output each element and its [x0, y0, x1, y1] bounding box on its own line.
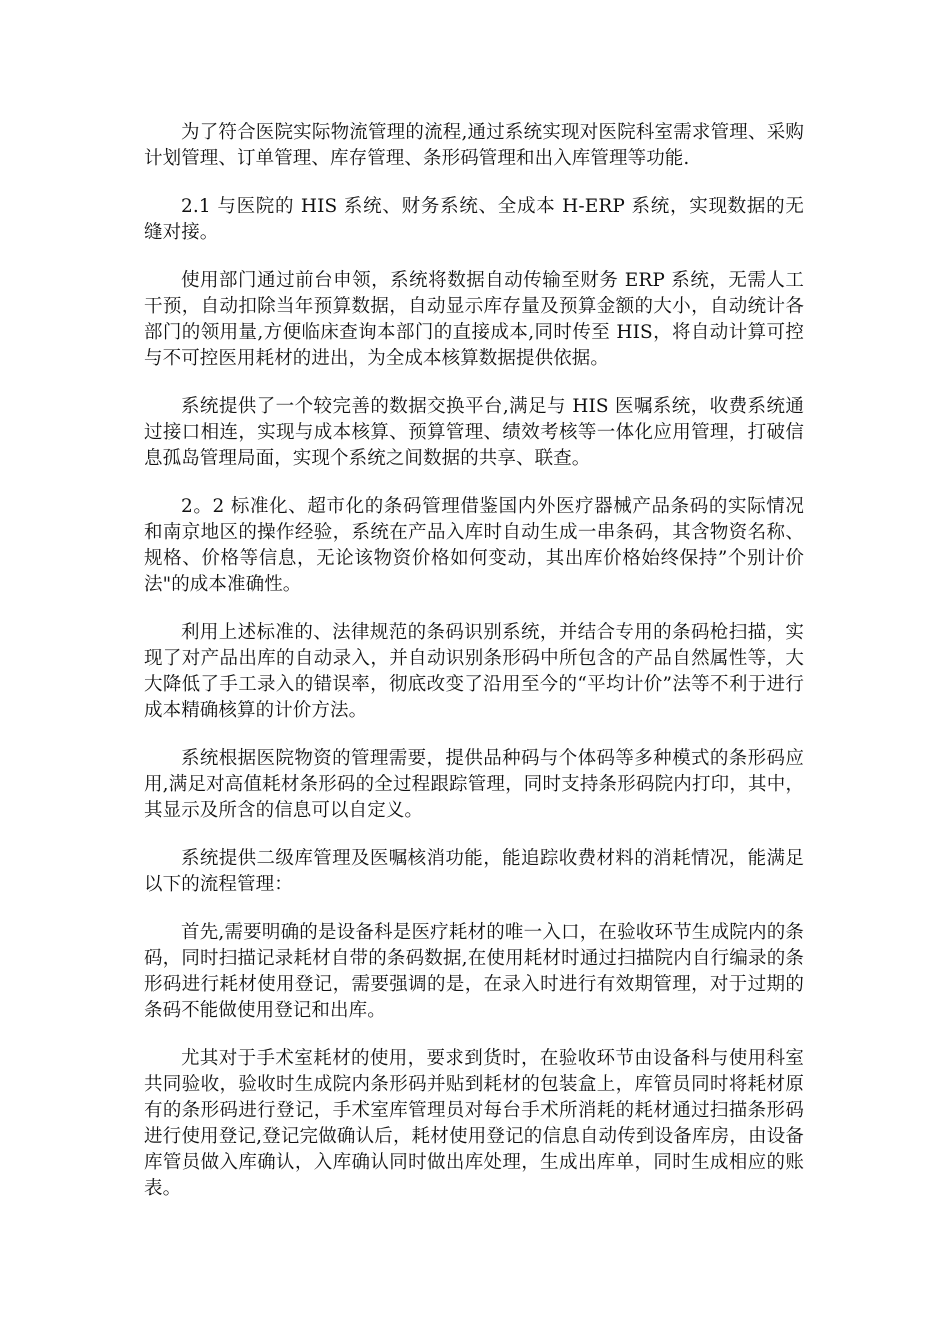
paragraph-department-requisition: 使用部门通过前台申领，系统将数据自动传输至财务 ERP 系统，无需人工干预，自动扣除当年预算数据，自动显示库存量及预算金额的大小，自动统计各部门的领用量,方便临床查询本部门的直接成本,同时传至 HIS，将自动计算可控与不可控医用耗材的进出，为全成本核算数据提供依据。: [144, 270, 804, 369]
paragraph-barcode-modes: 系统根据医院物资的管理需要，提供品种码与个体码等多种模式的条形码应用,满足对高值耗材条形码的全过程跟踪管理，同时支持条形码院内打印，其中，其显示及所含的信息可以自定义。: [144, 748, 804, 821]
paragraph-barcode-recognition: 利用上述标准的、法律规范的条码识别系统，并结合专用的条码枪扫描，实现了对产品出库的自动录入，并自动识别条形码中所包含的产品自然属性等，大大降低了手工录入的错误率，彻底改变了沿用至今的“平均计价”法等不利于进行成本精确核算的计价方法。: [144, 622, 804, 721]
paragraph-section-2-2: 2。2 标准化、超市化的条码管理借鉴国内外医疗器械产品条码的实际情况和南京地区的操作经验，系统在产品入库时自动生成一串条码，其含物资名称、规格、价格等信息，无论该物资价格如何变动，其出库价格始终保持”个别计价法"的成本准确性。: [144, 496, 804, 595]
paragraph-secondary-warehouse: 系统提供二级库管理及医嘱核消功能，能追踪收费材料的消耗情况，能满足以下的流程管理：: [144, 848, 804, 895]
document-body: [144, 120, 804, 1224]
paragraph-operating-room: 尤其对于手术室耗材的使用，要求到货时，在验收环节由设备科与使用科室共同验收，验收时生成院内条形码并贴到耗材的包装盒上，库管员同时将耗材原有的条形码进行登记，手术室库管理员对每台手术所消耗的耗材通过扫描条形码进行使用登记,登记完做确认后，耗材使用登记的信息自动传到设备库房，由设备库管员做入库确认，入库确认同时做出库处理，生成出库单，同时生成相应的账表。: [144, 1048, 804, 1199]
paragraph-data-exchange: 系统提供了一个较完善的数据交换平台,满足与 HIS 医嘱系统，收费系统通过接口相连，实现与成本核算、预算管理、绩效考核等一体化应用管理，打破信息孤岛管理局面，实现个系统之间数据的共享、联查。: [144, 396, 804, 469]
paragraph-first-entry: 首先,需要明确的是设备科是医疗耗材的唯一入口，在验收环节生成院内的条码，同时扫描记录耗材自带的条码数据,在使用耗材时通过扫描院内自行编录的条形码进行耗材使用登记，需要强调的是，在录入时进行有效期管理，对于过期的条码不能做使用登记和出库。: [144, 922, 804, 1021]
paragraph-section-2-1: 2.1 与医院的 HIS 系统、财务系统、全成本 H-ERP 系统，实现数据的无缝对接。: [144, 196, 804, 243]
paragraph-intro: 为了符合医院实际物流管理的流程,通过系统实现对医院科室需求管理、采购计划管理、订单管理、库存管理、条形码管理和出入库管理等功能.: [144, 122, 804, 169]
